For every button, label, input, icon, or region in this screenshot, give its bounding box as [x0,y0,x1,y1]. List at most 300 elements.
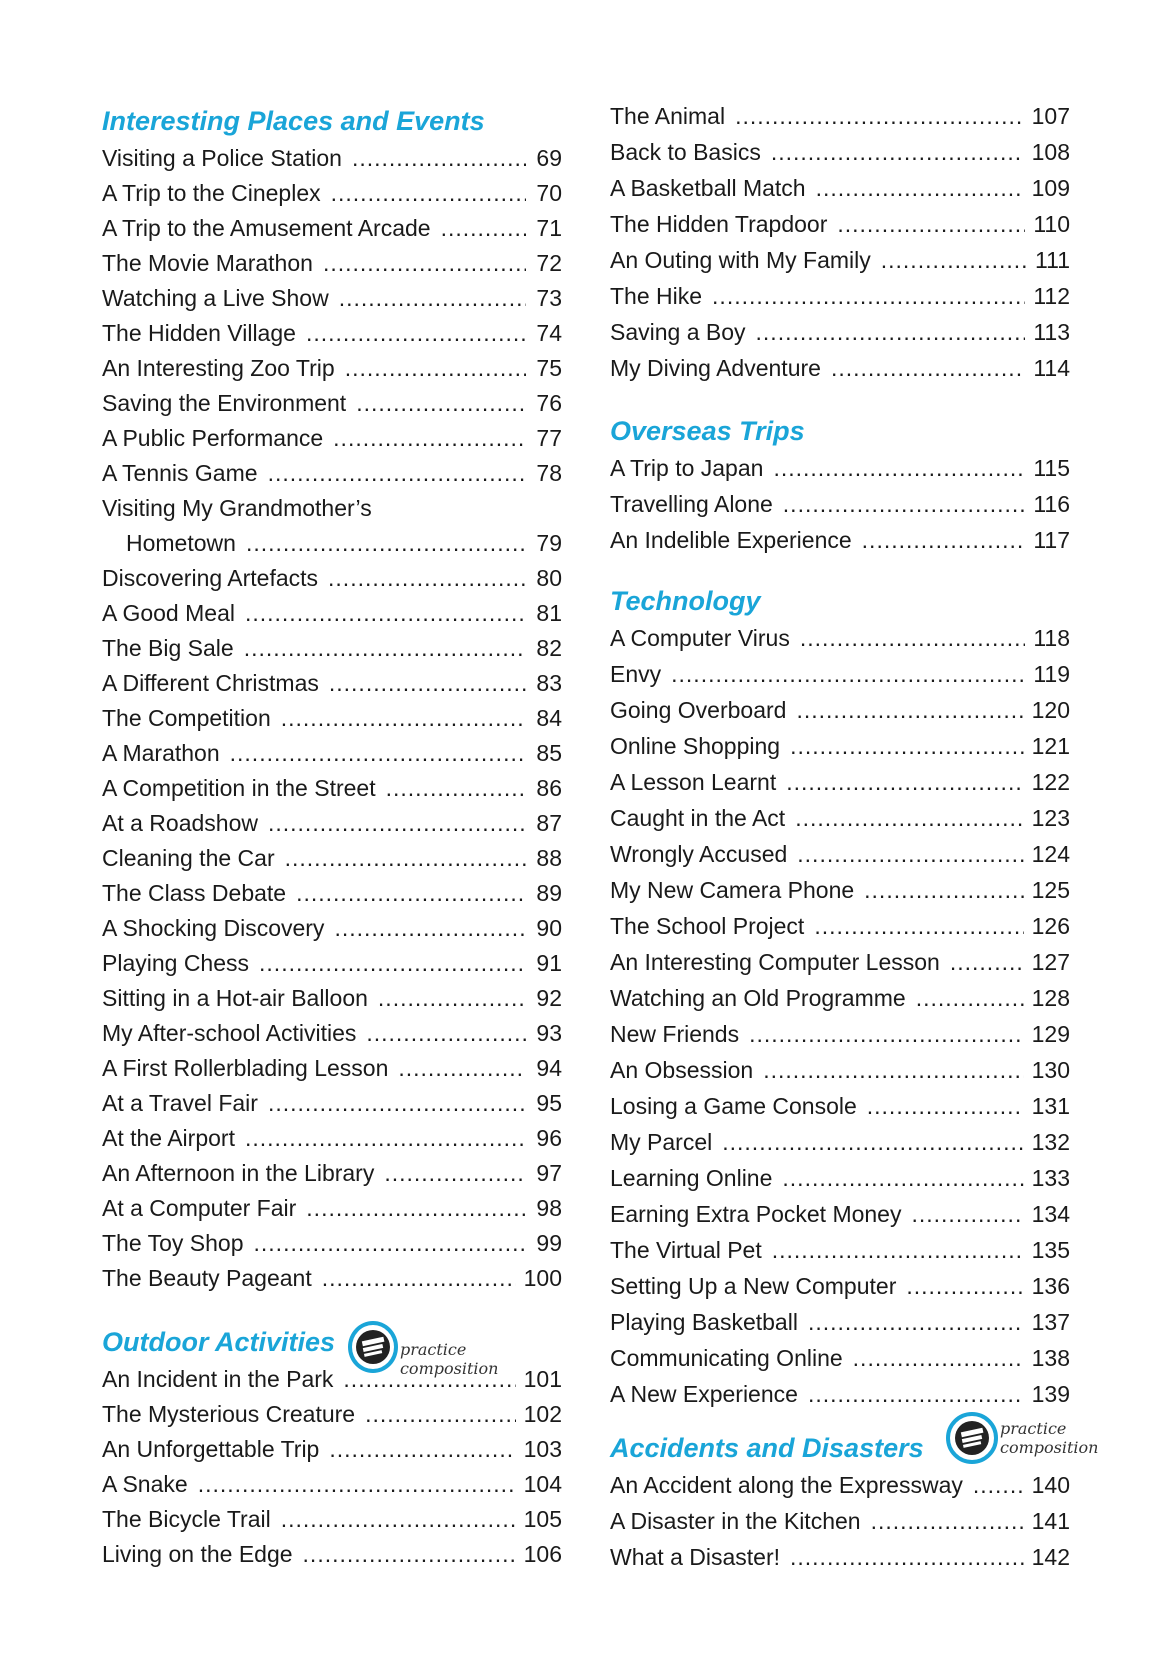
page-number: 99 [536,1230,562,1256]
entry-title: An Interesting Zoo Trip [102,355,335,381]
toc-entry[interactable] [102,525,562,561]
entry-title: An Indelible Experience [610,527,852,553]
entry-title: Watching a Live Show [102,285,329,311]
section-title-overseas-trips: Overseas Trips [610,416,805,446]
dot-leader [259,945,526,981]
practice-composition-badge [946,1412,1100,1464]
entry-title: New Friends [610,1021,740,1047]
toc-entry[interactable] [102,140,562,176]
dot-leader [281,700,526,736]
entry-title: Envy [610,661,662,687]
entry-title: The Hike [610,283,703,309]
entry-title: At a Travel Fair [102,1090,258,1116]
dot-leader [303,1536,516,1572]
dot-leader [797,836,1023,872]
dot-leader [771,134,1024,170]
practice-composition-icon [946,1412,998,1464]
toc-entry[interactable] [102,805,562,841]
page-number: 74 [536,320,562,346]
page-number: 114 [1033,355,1070,381]
dot-leader [268,805,526,841]
entry-title: Online Shopping [610,733,781,759]
page-number: 116 [1033,491,1070,517]
page-number: 120 [1031,697,1070,723]
dot-leader [365,1396,516,1432]
toc-entry[interactable] [610,242,1070,278]
page-number: 127 [1031,949,1070,975]
entry-title: The Big Sale [102,635,234,661]
entry-title: My Parcel [610,1129,713,1155]
toc-entry[interactable] [102,1085,562,1121]
dot-leader [398,1050,526,1086]
toc-entry[interactable] [102,385,562,421]
toc-entry[interactable] [610,1160,1070,1196]
toc-entry[interactable] [102,1260,562,1296]
toc-entry[interactable] [102,980,562,1016]
entry-title: Visiting a Police Station [102,145,342,171]
dot-leader [245,595,526,631]
dot-leader [906,1268,1023,1304]
page-number: 89 [536,880,562,906]
entry-title: Playing Chess [102,950,250,976]
dot-leader [339,280,526,316]
toc-entry[interactable] [102,490,562,526]
page-number: 79 [536,530,562,556]
dot-leader [441,210,526,246]
entry-title: The Competition [102,705,271,731]
toc-entry[interactable] [610,522,1070,558]
page-number: 131 [1031,1093,1070,1119]
toc-entry[interactable] [102,420,562,456]
page-number: 84 [536,705,562,731]
entry-title: Sitting in a Hot-air Balloon [102,985,368,1011]
entry-title: The Class Debate [102,880,287,906]
page-number: 101 [523,1366,562,1392]
page-number: 119 [1033,661,1070,687]
dot-leader [796,692,1023,728]
toc-entry[interactable] [102,665,562,701]
entry-title: A Marathon [102,740,220,766]
toc-entry[interactable] [610,134,1070,170]
dot-leader [296,875,526,911]
page-number: 113 [1033,319,1070,345]
toc-entry[interactable] [102,770,562,806]
entry-title: The Bicycle Trail [102,1506,271,1532]
entry-title: Travelling Alone [610,491,773,517]
entry-title: The Movie Marathon [102,250,313,276]
toc-entry[interactable] [610,1503,1070,1539]
toc-entry[interactable] [610,314,1070,350]
dot-leader [763,1052,1023,1088]
entry-title: Discovering Artefacts [102,565,319,591]
page-number: 139 [1031,1381,1070,1407]
toc-entry[interactable] [610,764,1070,800]
dot-leader [853,1340,1024,1376]
dot-leader [871,1503,1024,1539]
entry-title: The Toy Shop [102,1230,244,1256]
page-number: 75 [536,355,562,381]
dot-leader [864,872,1023,908]
entry-title: A Snake [102,1471,188,1497]
toc-entry[interactable] [610,908,1070,944]
dot-leader [345,350,526,386]
entry-title: An Unforgettable Trip [102,1436,320,1462]
toc-entry[interactable] [102,910,562,946]
toc-entry[interactable] [610,800,1070,836]
page-number: 107 [1031,103,1070,129]
toc-entry[interactable] [610,836,1070,872]
dot-leader [783,486,1026,522]
entry-title: My Diving Adventure [610,355,821,381]
toc-entry[interactable] [102,245,562,281]
entry-title: Playing Basketball [610,1309,798,1335]
page-number: 109 [1031,175,1070,201]
dot-leader [790,728,1024,764]
dot-leader [246,525,526,561]
entry-title: The Virtual Pet [610,1237,762,1263]
toc-entry[interactable] [102,210,562,246]
page-number: 141 [1031,1508,1070,1534]
toc-entry[interactable] [610,944,1070,980]
entry-title: Going Overboard [610,697,787,723]
toc-entry[interactable] [102,700,562,736]
dot-leader [786,764,1023,800]
toc-entry[interactable] [610,1232,1070,1268]
entry-title: An Interesting Computer Lesson [610,949,940,975]
page-number: 123 [1031,805,1070,831]
dot-leader [268,1085,526,1121]
page-number: 108 [1031,139,1070,165]
toc-entry[interactable] [610,1376,1070,1412]
entry-title: A Shocking Discovery [102,915,325,941]
dot-leader [772,1232,1024,1268]
page-number: 106 [523,1541,562,1567]
dot-leader [268,455,526,491]
toc-entry[interactable] [102,1466,562,1502]
page-number: 69 [536,145,562,171]
toc-entry[interactable] [610,980,1070,1016]
page-number: 81 [536,600,562,626]
toc-entry[interactable] [102,1396,562,1432]
dot-leader [916,980,1024,1016]
entry-title: The Mysterious Creature [102,1401,356,1427]
toc-entry[interactable] [102,1431,562,1467]
dot-leader [352,140,526,176]
dot-leader [343,1361,515,1397]
toc-entry[interactable] [610,1268,1070,1304]
dot-leader [749,1016,1024,1052]
dot-leader [322,1260,516,1296]
entry-title: Earning Extra Pocket Money [610,1201,902,1227]
toc-entry[interactable] [610,486,1070,522]
entry-title: What a Disaster! [610,1544,780,1570]
entry-title: Back to Basics [610,139,761,165]
dot-leader [356,385,526,421]
page-number: 93 [536,1020,562,1046]
page-number: 125 [1031,877,1070,903]
toc-entry[interactable] [102,875,562,911]
entry-title: The School Project [610,913,805,939]
dot-leader [722,1124,1023,1160]
dot-leader [245,1120,526,1156]
dot-leader [816,170,1024,206]
page-number: 98 [536,1195,562,1221]
entry-title: A Different Christmas [102,670,319,696]
page-number: 121 [1031,733,1070,759]
page-number: 70 [536,180,562,206]
entry-title: Hometown [126,530,236,556]
page-number: 88 [536,845,562,871]
dot-leader [756,314,1026,350]
page-number: 130 [1031,1057,1070,1083]
page-number: 117 [1033,527,1070,553]
page-number: 111 [1035,247,1070,273]
practice-composition-label: practice composition [1000,1419,1099,1457]
toc-entry[interactable] [102,1225,562,1261]
practice-composition-label: practice composition [399,1340,499,1378]
toc-entry[interactable] [610,872,1070,908]
toc-entry[interactable] [102,315,562,351]
toc-entry[interactable] [610,692,1070,728]
dot-leader [808,1304,1024,1340]
page-number: 85 [536,740,562,766]
toc-entry[interactable] [610,728,1070,764]
page-number: 110 [1033,211,1070,237]
dot-leader [867,1088,1024,1124]
entry-title: An Afternoon in the Library [102,1160,375,1186]
page-number: 86 [536,775,562,801]
entry-title: Losing a Game Console [610,1093,857,1119]
entry-title: A Tennis Game [102,460,258,486]
dot-leader [384,1155,526,1191]
page-number: 90 [536,915,562,941]
dot-leader [333,420,526,456]
page-number: 95 [536,1090,562,1116]
toc-entry[interactable] [610,1052,1070,1088]
entry-title: Saving the Environment [102,390,347,416]
entry-title: Wrongly Accused [610,841,788,867]
toc-entry[interactable] [102,175,562,211]
dot-leader [329,665,526,701]
toc-entry[interactable] [610,1539,1070,1575]
dot-leader [244,630,526,666]
entry-title: Living on the Edge [102,1541,293,1567]
page-number: 97 [536,1160,562,1186]
page-number: 142 [1031,1544,1070,1570]
dot-leader [862,522,1026,558]
toc-entry[interactable] [102,1015,562,1051]
page-number: 118 [1033,625,1070,651]
dot-leader [973,1467,1024,1503]
page-number: 96 [536,1125,562,1151]
section-title-accidents-disasters: Accidents and Disasters [610,1433,924,1463]
page-number: 71 [536,215,562,241]
entry-title: A Basketball Match [610,175,806,201]
toc-entry[interactable] [102,560,562,596]
page-number: 72 [536,250,562,276]
toc-entry[interactable] [102,1050,562,1086]
toc-entry[interactable] [610,656,1070,692]
entry-title: An Outing with My Family [610,247,871,273]
toc-entry[interactable] [102,1155,562,1191]
toc-entry[interactable] [102,280,562,316]
page-number: 124 [1031,841,1070,867]
dot-leader [773,450,1025,486]
dot-leader [334,910,526,946]
dot-leader [782,1160,1023,1196]
dot-leader [285,840,526,876]
page-number: 80 [536,565,562,591]
entry-title: Learning Online [610,1165,773,1191]
page-number: 92 [536,985,562,1011]
dot-leader [831,350,1025,386]
dot-leader [329,1431,515,1467]
toc-entry[interactable] [610,620,1070,656]
entry-title: At a Computer Fair [102,1195,297,1221]
section-title-technology: Technology [610,586,761,616]
entry-title: A Computer Virus [610,625,790,651]
entry-title: An Obsession [610,1057,754,1083]
dot-leader [306,1190,526,1226]
page-number: 100 [523,1265,562,1291]
page-number: 140 [1031,1472,1070,1498]
page-number: 76 [536,390,562,416]
dot-leader [386,770,526,806]
toc-entry[interactable] [610,170,1070,206]
entry-title: A Trip to the Amusement Arcade [102,215,431,241]
page-number: 133 [1031,1165,1070,1191]
page-number: 103 [523,1436,562,1462]
page-number: 138 [1031,1345,1070,1371]
dot-leader [795,800,1023,836]
toc-entry[interactable] [102,1536,562,1572]
toc-entry[interactable] [610,1467,1070,1503]
entry-title: A Good Meal [102,600,235,626]
toc-entry[interactable] [102,1501,562,1537]
section-title-outdoor-activities: Outdoor Activities [102,1327,336,1357]
dot-leader [671,656,1025,692]
entry-title: Saving a Boy [610,319,746,345]
dot-leader [814,908,1023,944]
page-number: 134 [1031,1201,1070,1227]
toc-entry[interactable] [610,1124,1070,1160]
dot-leader [790,1539,1024,1575]
entry-title: At a Roadshow [102,810,258,836]
entry-title: My New Camera Phone [610,877,855,903]
section-title-interesting-places: Interesting Places and Events [102,106,485,136]
toc-entry[interactable] [610,450,1070,486]
entry-title: My After-school Activities [102,1020,357,1046]
toc-entry[interactable] [102,840,562,876]
page-number: 126 [1031,913,1070,939]
entry-title: Caught in the Act [610,805,786,831]
page-number: 128 [1031,985,1070,1011]
toc-entry[interactable] [102,630,562,666]
dot-leader [950,944,1024,980]
page-number: 73 [536,285,562,311]
toc-entry[interactable] [610,1304,1070,1340]
page-number: 129 [1031,1021,1070,1047]
entry-title: The Animal [610,103,726,129]
entry-title: A New Experience [610,1381,798,1407]
toc-entry[interactable] [102,350,562,386]
dot-leader [323,245,526,281]
toc-entry[interactable] [610,1016,1070,1052]
toc-entry[interactable] [610,1088,1070,1124]
toc-entry[interactable] [102,595,562,631]
dot-leader [735,98,1024,134]
entry-title: An Incident in the Park [102,1366,334,1392]
toc-entry[interactable] [102,735,562,771]
toc-entry[interactable] [102,455,562,491]
toc-entry[interactable] [610,1340,1070,1376]
page-number: 91 [536,950,562,976]
entry-title: A Trip to Japan [610,455,764,481]
entry-title: Cleaning the Car [102,845,275,871]
dot-leader [281,1501,516,1537]
toc-entry[interactable] [610,206,1070,242]
entry-title: A Competition in the Street [102,775,376,801]
page-number: 137 [1031,1309,1070,1335]
toc-entry[interactable] [102,945,562,981]
dot-leader [881,242,1027,278]
entry-title: Visiting My Grandmother’s [102,495,372,521]
page-number: 77 [536,425,562,451]
dot-leader [254,1225,526,1261]
page-number: 104 [523,1471,562,1497]
page-number: 105 [523,1506,562,1532]
entry-title: A First Rollerblading Lesson [102,1055,389,1081]
page-number: 135 [1031,1237,1070,1263]
page-number: 94 [536,1055,562,1081]
toc-entry[interactable] [610,1196,1070,1232]
entry-title: The Hidden Village [102,320,296,346]
dot-leader [800,620,1026,656]
dot-leader [808,1376,1024,1412]
page-number: 83 [536,670,562,696]
page-number: 122 [1031,769,1070,795]
page-number: 115 [1033,455,1070,481]
dot-leader [230,735,526,771]
dot-leader [366,1015,526,1051]
entry-title: A Trip to the Cineplex [102,180,321,206]
toc-entry[interactable] [102,1120,562,1156]
page-number: 87 [536,810,562,836]
page-number: 136 [1031,1273,1070,1299]
dot-leader [378,980,526,1016]
dot-leader [328,560,526,596]
page-number: 132 [1031,1129,1070,1155]
entry-title: An Accident along the Expressway [610,1472,963,1498]
entry-title: At the Airport [102,1125,235,1151]
toc-entry[interactable] [610,350,1070,386]
dot-leader [911,1196,1023,1232]
entry-title: The Hidden Trapdoor [610,211,828,237]
toc-entry[interactable] [610,98,1070,134]
page-number: 112 [1033,283,1070,309]
toc-entry[interactable] [610,278,1070,314]
dot-leader [837,206,1025,242]
dot-leader [331,175,526,211]
toc-entry[interactable] [102,1361,562,1397]
toc-entry[interactable] [102,1190,562,1226]
entry-title: A Disaster in the Kitchen [610,1508,861,1534]
page-number: 102 [523,1401,562,1427]
page-number: 78 [536,460,562,486]
entry-title: A Lesson Learnt [610,769,777,795]
dot-leader [712,278,1025,314]
entry-title: Watching an Old Programme [610,985,906,1011]
